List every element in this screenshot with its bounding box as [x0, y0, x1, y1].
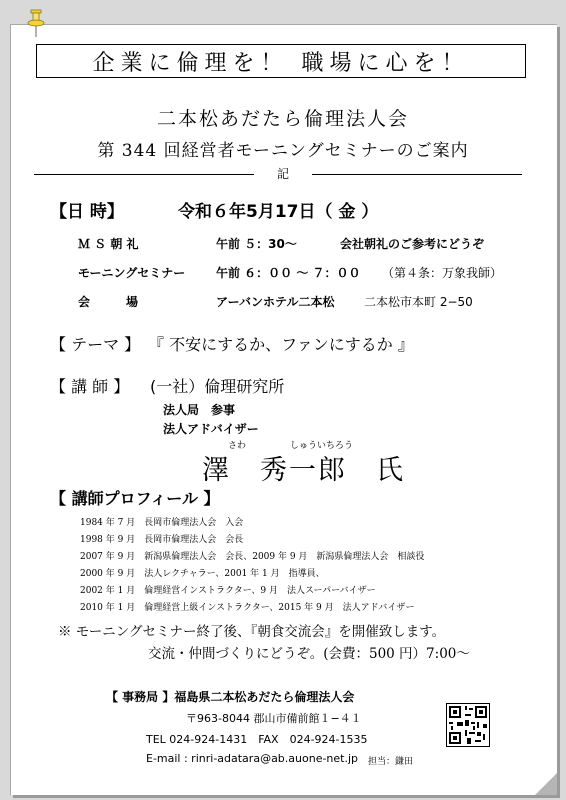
office-phone-fax: TEL 024-924-1431 FAX 024-924-1535 [146, 733, 368, 746]
profile-item: 2000 年 9 月 法人レクチャラー、2001 年 1 月 指導員、 [80, 569, 325, 579]
office-address: 〒963-8044 郡山市備前館１−４１ [186, 712, 362, 725]
theme-value: 『 不安にするか、ファンにするか 』 [148, 335, 414, 354]
ki-mark: 記 [276, 167, 289, 181]
datetime-value: 令和６年5月17日（ 金 ） [178, 202, 379, 222]
furigana-family: さわ [228, 441, 247, 451]
profile-item: 2002 年 1 月 倫理経営インストラクター、9 月 法人スーパーバイザー [80, 586, 376, 596]
lecturer-name: 澤 秀一郎 氏 [202, 455, 405, 486]
divider-right [312, 174, 522, 175]
profile-item: 2007 年 9 月 新潟県倫理法人会 会長、2009 年 9 月 新潟県倫理法人会 相談役 [80, 552, 425, 562]
theme-label: 【 テーマ 】 [50, 335, 141, 354]
office-contact: 担当：鎌田 [368, 757, 414, 767]
ms-label: Ｍ Ｓ 朝 礼 [78, 237, 139, 251]
profile-item: 1998 年 9 月 長岡市倫理法人会 会長 [80, 535, 244, 545]
seminar-title: 第 344 回経営者モーニングセミナーのご案内 [97, 141, 469, 161]
seminar-label: モーニングセミナー [78, 266, 186, 280]
furigana-given: しゅういちろう [290, 441, 354, 451]
venue-label: 会 場 [78, 295, 139, 309]
profile-list [80, 515, 424, 617]
profile-item: 2010 年 1 月 倫理経営上級インストラクター、2015 年 9 月 法人アドバイザー [80, 603, 415, 613]
venue-name: アーバンホテル二本松 [216, 295, 335, 309]
datetime-label: 【日 時】 [50, 202, 124, 222]
lecturer-title: 法人アドバイザー [163, 422, 259, 436]
office-email[interactable]: E-mail : rinri-adatara@ab.auone-net.jp [146, 752, 359, 765]
qr-code-icon [446, 703, 490, 747]
profile-label: 【 講師プロフィール 】 [50, 489, 220, 508]
seminar-time: 午前 ６：００ 〜 ７：００ [216, 266, 361, 280]
office-name: 【 事務局 】福島県二本松あだたら倫理法人会 [106, 690, 355, 704]
page-fold [535, 773, 557, 795]
office-info [92, 688, 500, 776]
organization-name: 二本松あだたら倫理法人会 [156, 108, 409, 130]
lecturer-dept: 法人局 参事 [163, 403, 236, 417]
notice-line-1: ※ モーニングセミナー終了後、『朝食交流会』を開催致します。 [58, 624, 446, 640]
lecturer-org: (一社）倫理研究所 [150, 377, 285, 396]
profile-item: 1984 年 7 月 長岡市倫理法人会 入会 [80, 518, 244, 528]
notice-line-2: 交流・仲間づくりにどうぞ。(会費：500 円）7:00〜 [148, 646, 470, 662]
venue-address: 二本松市本町 2−50 [364, 295, 473, 309]
slogan-text: 企業に倫理を！ 職場に心を！ [92, 50, 470, 76]
slogan-banner [36, 44, 526, 78]
ms-time: 午前 ５：30〜 [216, 237, 297, 251]
ms-note: 会社朝礼のご参考にどうぞ [340, 237, 485, 251]
seminar-note: （第４条：万象我師） [382, 266, 503, 280]
lecturer-label: 【 講 師 】 [50, 377, 130, 396]
pushpin-icon [26, 8, 46, 38]
